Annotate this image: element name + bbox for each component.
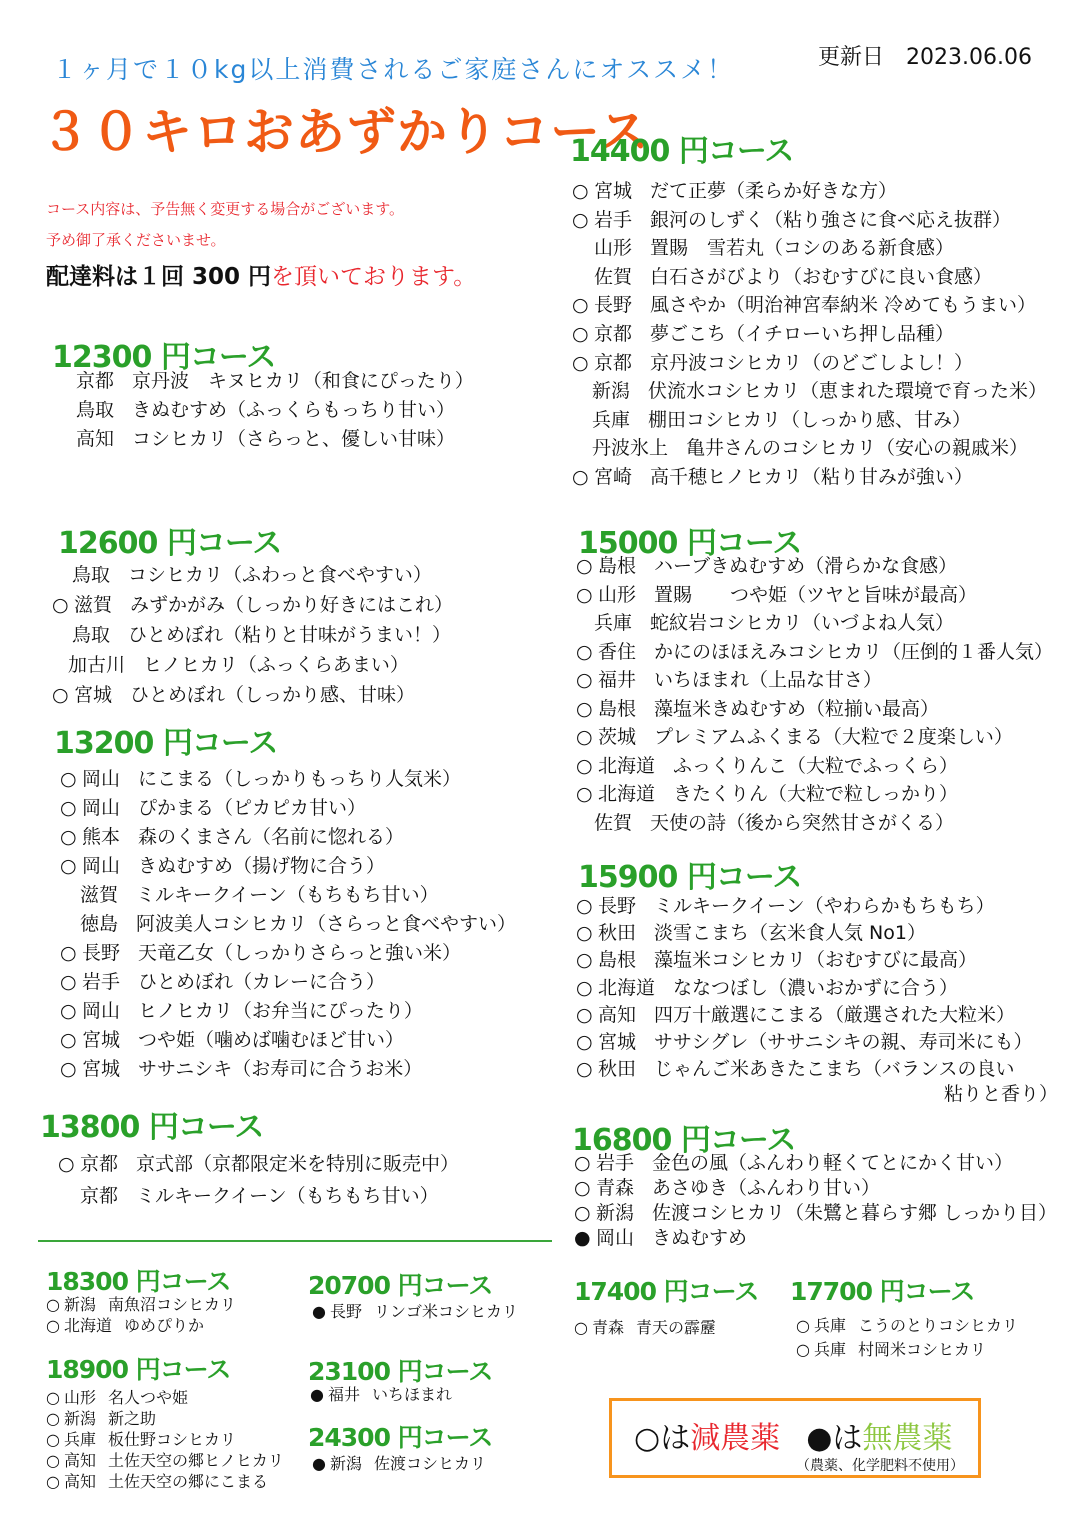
rice-description: ヒノヒカリ（お弁当にぴったり）: [138, 1000, 423, 1022]
course-item: [46, 1390, 188, 1406]
open-circle-icon: ○: [52, 594, 69, 616]
rice-description: 置賜 雪若丸（コシのある新食感）: [650, 237, 955, 259]
open-circle-icon: ○: [574, 1177, 591, 1199]
course-title-17700: 17700 円コース: [790, 1277, 975, 1306]
prefecture: 岡山: [82, 855, 121, 877]
prefecture: 島根: [598, 698, 637, 720]
legend-label: は: [832, 1421, 863, 1456]
rice-description: だて正夢（柔らか好きな方）: [650, 180, 898, 202]
course-item: [576, 1033, 1033, 1052]
prefecture: 滋賀: [74, 594, 113, 616]
prefecture: 香住: [598, 641, 637, 663]
course-title-12300: 12300 円コース: [52, 340, 276, 375]
legend-label: は: [660, 1421, 691, 1456]
prefecture: 岡山: [82, 1000, 121, 1022]
rice-description: じゃんご米あきたこまち（バランスの良い: [654, 1058, 1015, 1080]
rice-description: 土佐天空の郷にこまる: [108, 1472, 269, 1491]
open-circle-icon: ○: [572, 294, 589, 316]
tagline: １ヶ月で１０kg以上消費されるご家庭さんにオススメ！: [52, 55, 735, 84]
rice-description: きぬむすめ（ふっくらもっちり甘い）: [132, 399, 456, 421]
prefecture: 北海道: [598, 783, 656, 805]
course-item: [574, 1320, 716, 1336]
rice-description: ヒノヒカリ（ふっくらあまい）: [143, 654, 409, 676]
course-item: [576, 700, 939, 719]
open-circle-icon: ○: [46, 1388, 60, 1407]
open-circle-icon: ○: [46, 1430, 60, 1449]
prefecture: 長野: [330, 1302, 363, 1321]
course-item: [572, 468, 973, 487]
course-item: [60, 799, 366, 818]
prefecture: 北海道: [598, 977, 656, 999]
legend-box: [609, 1398, 981, 1478]
course-item: [594, 814, 954, 833]
prefecture: 熊本: [82, 826, 121, 848]
course-title-15000: 15000 円コース: [578, 526, 802, 561]
open-circle-icon: ○: [60, 826, 77, 848]
prefecture: 兵庫: [592, 409, 631, 431]
prefecture: 新潟: [64, 1295, 97, 1314]
updated-date: [818, 40, 1032, 71]
prefecture: 岡山: [82, 797, 121, 819]
prefecture: 宮城: [594, 180, 633, 202]
course-item: [72, 566, 432, 585]
course-item: [574, 1204, 1057, 1223]
course-item: [594, 239, 954, 258]
legend-line: [634, 1413, 952, 1457]
rice-description: 天使の詩（後から突然甘さがくる）: [650, 812, 955, 834]
rice-description: プレミアムふくまる（大粒で２度楽しい）: [654, 726, 1013, 748]
open-circle-icon: ○: [576, 1058, 593, 1080]
course-item: [60, 1002, 423, 1021]
rice-description: かにのほほえみコシヒカリ（圧倒的１番人気）: [654, 641, 1054, 663]
course-title-12600: 12600 円コース: [58, 526, 282, 561]
course-item: [312, 1304, 518, 1320]
rice-description: こうのとりコシヒカリ: [858, 1316, 1019, 1335]
updated-value: 2023.06.06: [906, 45, 1032, 70]
prefecture: 京都: [80, 1185, 119, 1207]
course-item: [310, 1387, 452, 1403]
course-item: [46, 1411, 156, 1427]
prefecture: 佐賀: [594, 266, 633, 288]
course-item: [796, 1318, 1018, 1334]
rice-description: きぬむすめ: [652, 1227, 748, 1249]
prefecture: 島根: [598, 949, 637, 971]
updated-label: 更新日: [818, 45, 885, 70]
rice-description: 四万十厳選にこまる（厳選された大粒米）: [654, 1004, 1016, 1026]
open-circle-icon: ○: [576, 755, 593, 777]
prefecture: 青森: [592, 1318, 625, 1337]
open-circle-icon: ○: [60, 797, 77, 819]
open-circle-icon: ○: [46, 1409, 60, 1428]
rice-description: 板仕野コシヒカリ: [108, 1430, 237, 1449]
rice-description: 佐渡コシヒカリ: [374, 1454, 487, 1473]
rice-description: いちほまれ: [372, 1385, 453, 1404]
course-item: [574, 1179, 880, 1198]
legend-note: （農薬、化学肥料不使用）: [796, 1458, 964, 1474]
course-item: [576, 897, 995, 916]
rice-description: 風さやか（明治神宮奉納米 冷めてもうまい）: [650, 294, 1037, 316]
course-item: [572, 354, 973, 373]
open-circle-icon: ○: [46, 1451, 60, 1470]
course-item: [572, 296, 1036, 315]
notice-line-1: コース内容は、予告無く変更する場合がございます。: [46, 200, 405, 218]
open-circle-icon: ○: [572, 323, 589, 345]
course-item: [576, 757, 958, 776]
rice-description: ぴかまる（ピカピカ甘い）: [138, 797, 367, 819]
open-circle-icon: ○: [634, 1421, 661, 1456]
rice-description: きぬむすめ（揚げ物に合う）: [138, 855, 386, 877]
course-item: [576, 1060, 1014, 1079]
rice-description: ハーブきぬむすめ（滑らかな食感）: [654, 555, 958, 577]
rice-description: いちほまれ（上品な甘さ）: [654, 669, 883, 691]
prefecture: 長野: [598, 895, 637, 917]
prefecture: 高知: [64, 1472, 97, 1491]
course-item: [60, 944, 461, 963]
open-circle-icon: ○: [574, 1152, 591, 1174]
open-circle-icon: ○: [576, 895, 593, 917]
course-title-14400: 14400 円コース: [570, 134, 794, 169]
delivery-fee-rest: を頂いております。: [271, 264, 477, 290]
open-circle-icon: ○: [576, 783, 593, 805]
rice-description: 伏流水コシヒカリ（恵まれた環境で育った米）: [648, 380, 1048, 402]
rice-description: 南魚沼コシヒカリ: [108, 1295, 237, 1314]
prefecture: 秋田: [598, 922, 637, 944]
course-item: [60, 828, 404, 847]
open-circle-icon: ○: [572, 466, 589, 488]
open-circle-icon: ○: [576, 949, 593, 971]
course-item: [60, 1031, 404, 1050]
rice-description: 夢ごこち（イチローいち押し品種）: [650, 323, 955, 345]
prefecture: 長野: [82, 942, 121, 964]
open-circle-icon: ○: [576, 977, 593, 999]
rice-description: ミルキークイーン（もちもち甘い）: [136, 884, 439, 906]
rice-description: 阿波美人コシヒカリ（さらっと食べやすい）: [136, 913, 517, 935]
course-item: [576, 586, 977, 605]
open-circle-icon: ○: [60, 1058, 77, 1080]
prefecture: 新潟: [596, 1202, 635, 1224]
rice-description: 京式部（京都限定米を特別に販売中）: [136, 1153, 460, 1175]
open-circle-icon: ○: [576, 698, 593, 720]
course-item: [68, 656, 409, 675]
course-item: [594, 614, 954, 633]
open-circle-icon: ○: [576, 922, 593, 944]
prefecture: 宮城: [598, 1031, 637, 1053]
prefecture: 高知: [64, 1451, 97, 1470]
rice-description: ササシグレ（ササニシキの親、寿司米にも）: [654, 1031, 1033, 1053]
prefecture: 秋田: [598, 1058, 637, 1080]
rice-description: 新之助: [108, 1409, 157, 1428]
prefecture: 京都: [76, 370, 115, 392]
course-item: [572, 211, 1011, 230]
prefecture: 新潟: [592, 380, 631, 402]
course-item: [576, 557, 957, 576]
rice-description: ひとめぼれ（カレーに合う）: [138, 971, 386, 993]
rice-description: ゆめぴりか: [124, 1316, 205, 1335]
course-item: [572, 325, 954, 344]
open-circle-icon: ○: [46, 1316, 60, 1335]
prefecture: 岩手: [596, 1152, 635, 1174]
course-item: [576, 951, 977, 970]
course-title-23100: 23100 円コース: [308, 1357, 493, 1386]
course-title-20700: 20700 円コース: [308, 1271, 493, 1300]
rice-description: 金色の風（ふんわり軽くてとにかく甘い）: [652, 1152, 1014, 1174]
course-item: [76, 430, 455, 449]
rice-description: つや姫（噛めば噛むほど甘い）: [138, 1029, 405, 1051]
course-title-18300: 18300 円コース: [46, 1267, 231, 1296]
course-item: [46, 1453, 284, 1469]
prefecture: 茨城: [598, 726, 637, 748]
prefecture: 岡山: [596, 1227, 635, 1249]
prefecture: 岩手: [82, 971, 121, 993]
prefecture: 島根: [598, 555, 637, 577]
course-item-continuation: 粘りと香り）: [944, 1083, 1059, 1105]
delivery-fee-amount: 配達料は１回 300 円: [46, 264, 272, 290]
prefecture: 岩手: [594, 209, 633, 231]
course-item: [60, 973, 385, 992]
prefecture: 長野: [594, 294, 633, 316]
rice-description: 淡雪こまち（玄米食人気 No1）: [654, 922, 926, 944]
rice-description: ひとめぼれ（しっかり感、甘味）: [130, 684, 416, 706]
course-item: [76, 401, 455, 420]
open-circle-icon: ○: [52, 684, 69, 706]
rice-description: 青天の霹靂: [636, 1318, 717, 1337]
rice-description: 京丹波 キヌヒカリ（和食にぴったり）: [132, 370, 474, 392]
open-circle-icon: ○: [796, 1340, 810, 1359]
course-item: [576, 924, 926, 943]
open-circle-icon: ○: [576, 669, 593, 691]
filled-circle-icon: ●: [312, 1454, 326, 1473]
rice-description: ひとめぼれ（粘りと甘味がうまい！）: [128, 624, 452, 646]
prefecture: 宮城: [82, 1058, 121, 1080]
rice-description: ササニシキ（お寿司に合うお米）: [138, 1058, 423, 1080]
course-item: [58, 1155, 459, 1174]
prefecture: 宮城: [82, 1029, 121, 1051]
prefecture: 京都: [594, 323, 633, 345]
filled-circle-icon: ●: [806, 1421, 833, 1456]
rice-description: 銀河のしずく（粘り強さに食べ応え抜群）: [650, 209, 1012, 231]
prefecture: 新潟: [330, 1454, 363, 1473]
rice-description: 亀井さんのコシヒカリ（安心の親戚米）: [686, 437, 1029, 459]
open-circle-icon: ○: [58, 1153, 75, 1175]
prefecture: 京都: [594, 352, 633, 374]
course-item: [576, 1006, 1015, 1025]
open-circle-icon: ○: [572, 180, 589, 202]
open-circle-icon: ○: [60, 1029, 77, 1051]
open-circle-icon: ○: [576, 641, 593, 663]
rice-description: 棚田コシヒカリ（しっかり感、甘み）: [648, 409, 972, 431]
course-item: [60, 857, 385, 876]
prefecture: 兵庫: [594, 612, 633, 634]
course-item: [574, 1154, 1013, 1173]
course-item: [46, 1297, 236, 1313]
rice-description: ミルキークイーン（やわらかもちもち）: [654, 895, 995, 917]
rice-description: 藻塩米きぬむすめ（粒揃い最高）: [654, 698, 940, 720]
course-item: [80, 886, 439, 905]
open-circle-icon: ○: [796, 1316, 810, 1335]
prefecture: 山形: [64, 1388, 97, 1407]
course-item: [72, 626, 451, 645]
prefecture: 丹波氷上: [592, 437, 669, 459]
open-circle-icon: ○: [60, 768, 77, 790]
course-item: [574, 1229, 747, 1248]
rice-description: 村岡米コシヒカリ: [858, 1340, 987, 1359]
course-item: [60, 770, 461, 789]
course-item: [76, 372, 474, 391]
rice-description: ななつぼし（濃いおかずに合う）: [673, 977, 959, 999]
course-item: [46, 1432, 236, 1448]
course-title-18900: 18900 円コース: [46, 1355, 231, 1384]
legend-no-pesticide: 無農薬: [862, 1421, 953, 1456]
open-circle-icon: ○: [46, 1295, 60, 1314]
prefecture: 福井: [598, 669, 637, 691]
open-circle-icon: ○: [576, 555, 593, 577]
open-circle-icon: ○: [574, 1318, 588, 1337]
course-item: [592, 382, 1047, 401]
prefecture: 鳥取: [72, 564, 111, 586]
course-item: [576, 728, 1013, 747]
course-title-13200: 13200 円コース: [54, 726, 278, 761]
delivery-fee: [46, 258, 476, 291]
open-circle-icon: ○: [576, 1031, 593, 1053]
course-item: [594, 268, 992, 287]
page-title: ３０キロおあずかりコース: [40, 103, 650, 161]
rice-description: ミルキークイーン（もちもち甘い）: [136, 1185, 439, 1207]
prefecture: 高知: [76, 428, 115, 450]
prefecture: 鳥取: [72, 624, 111, 646]
filled-circle-icon: ●: [312, 1302, 326, 1321]
rice-description: コシヒカリ（ふわっと食べやすい）: [128, 564, 432, 586]
course-item: [80, 915, 516, 934]
prefecture: 宮城: [74, 684, 113, 706]
rice-description: 土佐天空の郷ヒノヒカリ: [108, 1451, 284, 1470]
prefecture: 高知: [598, 1004, 637, 1026]
open-circle-icon: ○: [60, 855, 77, 877]
course-item: [592, 411, 971, 430]
course-item: [576, 671, 882, 690]
open-circle-icon: ○: [60, 942, 77, 964]
prefecture: 北海道: [64, 1316, 113, 1335]
open-circle-icon: ○: [576, 584, 593, 606]
open-circle-icon: ○: [572, 352, 589, 374]
rice-description: あさゆき（ふんわり甘い）: [652, 1177, 881, 1199]
prefecture: 新潟: [64, 1409, 97, 1428]
notice-line-2: 予め御了承くださいませ。: [46, 231, 226, 249]
rice-description: 置賜 つや姫（ツヤと旨味が最高）: [654, 584, 978, 606]
rice-description: 佐渡コシヒカリ（朱鷺と暮らす郷 しっかり目）: [652, 1202, 1058, 1224]
course-item: [572, 182, 897, 201]
prefecture: 宮崎: [594, 466, 633, 488]
course-item: [80, 1187, 439, 1206]
rice-description: 京丹波コシヒカリ（のどごしよし！）: [650, 352, 974, 374]
course-item: [46, 1318, 204, 1334]
rice-description: みずかがみ（しっかり好きにはこれ）: [130, 594, 454, 616]
open-circle-icon: ○: [60, 971, 77, 993]
open-circle-icon: ○: [572, 209, 589, 231]
prefecture: 山形: [594, 237, 633, 259]
rice-description: 藻塩米コシヒカリ（おむすびに最高）: [654, 949, 978, 971]
prefecture: 福井: [328, 1385, 361, 1404]
prefecture: 北海道: [598, 755, 656, 777]
prefecture: 兵庫: [64, 1430, 97, 1449]
course-title-24300: 24300 円コース: [308, 1423, 493, 1452]
prefecture: 佐賀: [594, 812, 633, 834]
open-circle-icon: ○: [574, 1202, 591, 1224]
course-item: [52, 596, 453, 615]
course-title-16800: 16800 円コース: [572, 1123, 796, 1158]
rice-description: 名人つや姫: [108, 1388, 189, 1407]
course-item: [796, 1342, 986, 1358]
course-item: [60, 1060, 422, 1079]
prefecture: 青森: [596, 1177, 635, 1199]
course-title-17400: 17400 円コース: [574, 1277, 759, 1306]
prefecture: 山形: [598, 584, 637, 606]
course-item: [46, 1474, 268, 1490]
open-circle-icon: ○: [60, 1000, 77, 1022]
rice-description: 森のくまさん（名前に惚れる）: [138, 826, 405, 848]
prefecture: 兵庫: [814, 1340, 847, 1359]
rice-description: 天竜乙女（しっかりさらっと強い米）: [138, 942, 462, 964]
prefecture: 徳島: [80, 913, 119, 935]
course-item: [312, 1456, 486, 1472]
course-title-13800: 13800 円コース: [40, 1110, 264, 1145]
prefecture: 滋賀: [80, 884, 119, 906]
course-item: [576, 785, 958, 804]
divider: [38, 1240, 552, 1242]
rice-description: 高千穂ヒノヒカリ（粘り甘みが強い）: [650, 466, 973, 488]
rice-description: リンゴ米コシヒカリ: [374, 1302, 519, 1321]
rice-description: 白石さがびより（おむすびに良い食感）: [650, 266, 993, 288]
course-item: [576, 643, 1053, 662]
legend-reduced-pesticide: 減農薬: [690, 1421, 781, 1456]
prefecture: 加古川: [68, 654, 126, 676]
rice-description: コシヒカリ（さらっと、優しい甘味）: [132, 428, 456, 450]
course-title-15900: 15900 円コース: [578, 860, 802, 895]
open-circle-icon: ○: [576, 726, 593, 748]
course-item: [52, 686, 415, 705]
prefecture: 鳥取: [76, 399, 115, 421]
rice-description: にこまる（しっかりもっちり人気米）: [138, 768, 462, 790]
course-item: [576, 979, 958, 998]
course-item: [592, 439, 1028, 458]
filled-circle-icon: ●: [574, 1227, 591, 1249]
rice-description: きたくりん（大粒で粒しっかり）: [673, 783, 959, 805]
prefecture: 京都: [80, 1153, 119, 1175]
filled-circle-icon: ●: [310, 1385, 324, 1404]
rice-description: 蛇紋岩コシヒカリ（いづよね人気）: [650, 612, 955, 634]
open-circle-icon: ○: [576, 1004, 593, 1026]
open-circle-icon: ○: [46, 1472, 60, 1491]
rice-description: ふっくりんこ（大粒でふっくら）: [673, 755, 959, 777]
prefecture: 兵庫: [814, 1316, 847, 1335]
prefecture: 岡山: [82, 768, 121, 790]
